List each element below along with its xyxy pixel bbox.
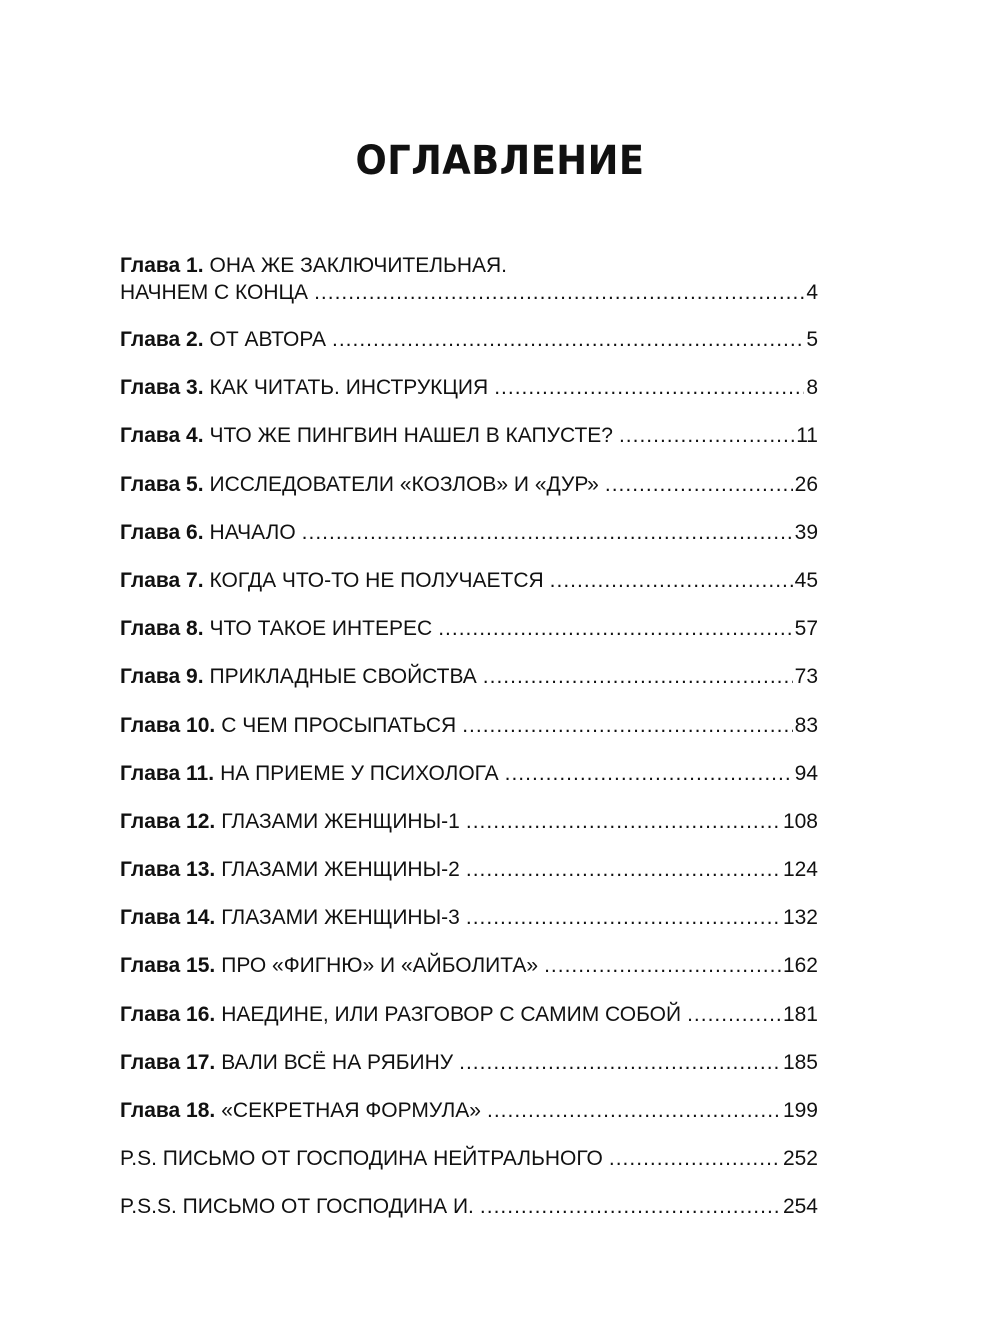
toc-entry-3 — [120, 374, 818, 422]
page-number: 185 — [782, 1050, 818, 1074]
page-number: 108 — [782, 809, 818, 833]
toc-entry-4 — [120, 422, 818, 470]
toc-entry-11 — [120, 760, 818, 808]
toc-entry-pss — [120, 1193, 818, 1241]
chapter-label: Глава 2. — [120, 328, 204, 351]
toc-entry-ps — [120, 1145, 818, 1193]
chapter-label: Глава 15. — [120, 954, 216, 978]
dot-leader — [438, 615, 792, 642]
page-number: 124 — [782, 858, 818, 882]
chapter-label: Глава 5. — [120, 472, 204, 496]
chapter-title: НАЕДИНЕ, ИЛИ РАЗГОВОР С САМИМ СОБОЙ — [221, 1002, 682, 1026]
chapter-title: ПРИКЛАДНЫЕ СВОЙСТВА — [209, 665, 477, 689]
toc-entry-8 — [120, 615, 818, 663]
toc-entry-18 — [120, 1097, 818, 1145]
dot-leader — [462, 712, 792, 739]
page-number: 73 — [794, 665, 818, 689]
toc-entry-9 — [120, 663, 818, 711]
dot-leader — [494, 374, 804, 401]
page-number: 94 — [794, 761, 818, 785]
dot-leader — [466, 904, 781, 931]
chapter-label: Глава 4. — [120, 424, 204, 448]
chapter-label: Глава 12. — [120, 809, 216, 833]
page-number: 181 — [782, 1002, 818, 1026]
chapter-label: Глава 7. — [120, 568, 204, 592]
chapter-label: Глава 3. — [120, 376, 204, 400]
chapter-title: ГЛАЗАМИ ЖЕНЩИНЫ-1 — [221, 809, 460, 833]
chapter-title: P.S. ПИСЬМО ОТ ГОСПОДИНА НЕЙТРАЛЬНОГО — [120, 1147, 603, 1171]
chapter-label: Глава 8. — [120, 617, 204, 641]
chapter-title: «СЕКРЕТНАЯ ФОРМУЛА» — [221, 1099, 481, 1122]
chapter-title: ИССЛЕДОВАТЕЛИ «КОЗЛОВ» И «ДУР» — [209, 472, 599, 496]
dot-leader — [487, 1097, 781, 1124]
dot-leader — [483, 663, 793, 690]
chapter-label: Глава 14. — [120, 906, 216, 930]
toc-entry-16 — [120, 1001, 818, 1049]
dot-leader — [302, 519, 793, 546]
toc-entry-2 — [120, 326, 818, 374]
chapter-label: Глава 11. — [120, 761, 215, 785]
page-number: 26 — [794, 472, 818, 496]
page-number: 57 — [794, 617, 818, 641]
chapter-label: Глава 9. — [120, 665, 204, 689]
toc-entry-6 — [120, 519, 818, 567]
page-title: ОГЛАВЛЕНИЕ — [355, 138, 645, 184]
toc-entry-17 — [120, 1049, 818, 1097]
toc-entry-1 — [120, 252, 818, 326]
chapter-title: ЧТО ТАКОЕ ИНТЕРЕС — [209, 617, 433, 641]
toc-list — [120, 252, 818, 1242]
chapter-label: Глава 13. — [120, 858, 216, 882]
dot-leader — [332, 326, 804, 353]
dot-leader — [505, 760, 793, 787]
chapter-title: P.S.S. ПИСЬМО ОТ ГОСПОДИНА И. — [120, 1195, 474, 1219]
dot-leader — [480, 1193, 781, 1220]
page-number: 45 — [794, 568, 818, 592]
toc-entry-13 — [120, 856, 818, 904]
chapter-title: ПРО «ФИГНЮ» И «АЙБОЛИТА» — [221, 954, 539, 978]
toc-entry-14 — [120, 904, 818, 952]
chapter-title: КАК ЧИТАТЬ. ИНСТРУКЦИЯ — [209, 376, 489, 400]
dot-leader — [619, 422, 794, 449]
chapter-title: ГЛАЗАМИ ЖЕНЩИНЫ-3 — [221, 906, 460, 930]
page-number: 11 — [796, 424, 818, 448]
page-number: 5 — [806, 328, 818, 351]
chapter-title: НАЧНЕМ С КОНЦА — [120, 281, 309, 304]
chapter-title: НАЧАЛО — [209, 520, 296, 544]
page-number: 39 — [794, 520, 818, 544]
page-number: 83 — [794, 713, 818, 737]
chapter-title: ЧТО ЖЕ ПИНГВИН НАШЕЛ В КАПУСТЕ? — [209, 424, 613, 448]
page-number: 252 — [782, 1147, 818, 1171]
dot-leader — [609, 1145, 781, 1172]
chapter-title: ВАЛИ ВСЁ НА РЯБИНУ — [221, 1050, 454, 1074]
toc-entry-15 — [120, 952, 818, 1000]
page-number: 132 — [782, 906, 818, 930]
chapter-label: Глава 16. — [120, 1002, 216, 1026]
page-number: 254 — [782, 1195, 818, 1219]
chapter-title: ГЛАЗАМИ ЖЕНЩИНЫ-2 — [221, 858, 460, 882]
chapter-title: С ЧЕМ ПРОСЫПАТЬСЯ — [221, 713, 457, 737]
dot-leader — [314, 279, 804, 306]
toc-entry-12 — [120, 808, 818, 856]
chapter-label: Глава 10. — [120, 713, 216, 737]
dot-leader — [466, 856, 781, 883]
dot-leader — [605, 471, 793, 498]
page-number: 199 — [782, 1099, 818, 1122]
page-number: 162 — [782, 954, 818, 978]
chapter-label: Глава 18. — [120, 1099, 216, 1122]
dot-leader — [466, 808, 781, 835]
page-number: 4 — [806, 281, 818, 304]
dot-leader — [550, 567, 793, 594]
chapter-title: НА ПРИЕМЕ У ПСИХОЛОГА — [220, 761, 499, 785]
toc-entry-7 — [120, 567, 818, 615]
chapter-title: КОГДА ЧТО-ТО НЕ ПОЛУЧАЕТСЯ — [209, 568, 544, 592]
chapter-label: Глава 17. — [120, 1050, 216, 1074]
dot-leader — [544, 952, 781, 979]
toc-entry-5 — [120, 471, 818, 519]
dot-leader — [459, 1049, 781, 1076]
toc-entry-10 — [120, 712, 818, 760]
dot-leader — [687, 1001, 781, 1028]
chapter-label: Глава 6. — [120, 520, 204, 544]
chapter-title-line1: ОНА ЖЕ ЗАКЛЮЧИТЕЛЬНАЯ. — [209, 254, 508, 277]
chapter-title: ОТ АВТОРА — [209, 328, 326, 351]
chapter-label: Глава 1. — [120, 254, 204, 277]
page-number: 8 — [806, 376, 818, 400]
